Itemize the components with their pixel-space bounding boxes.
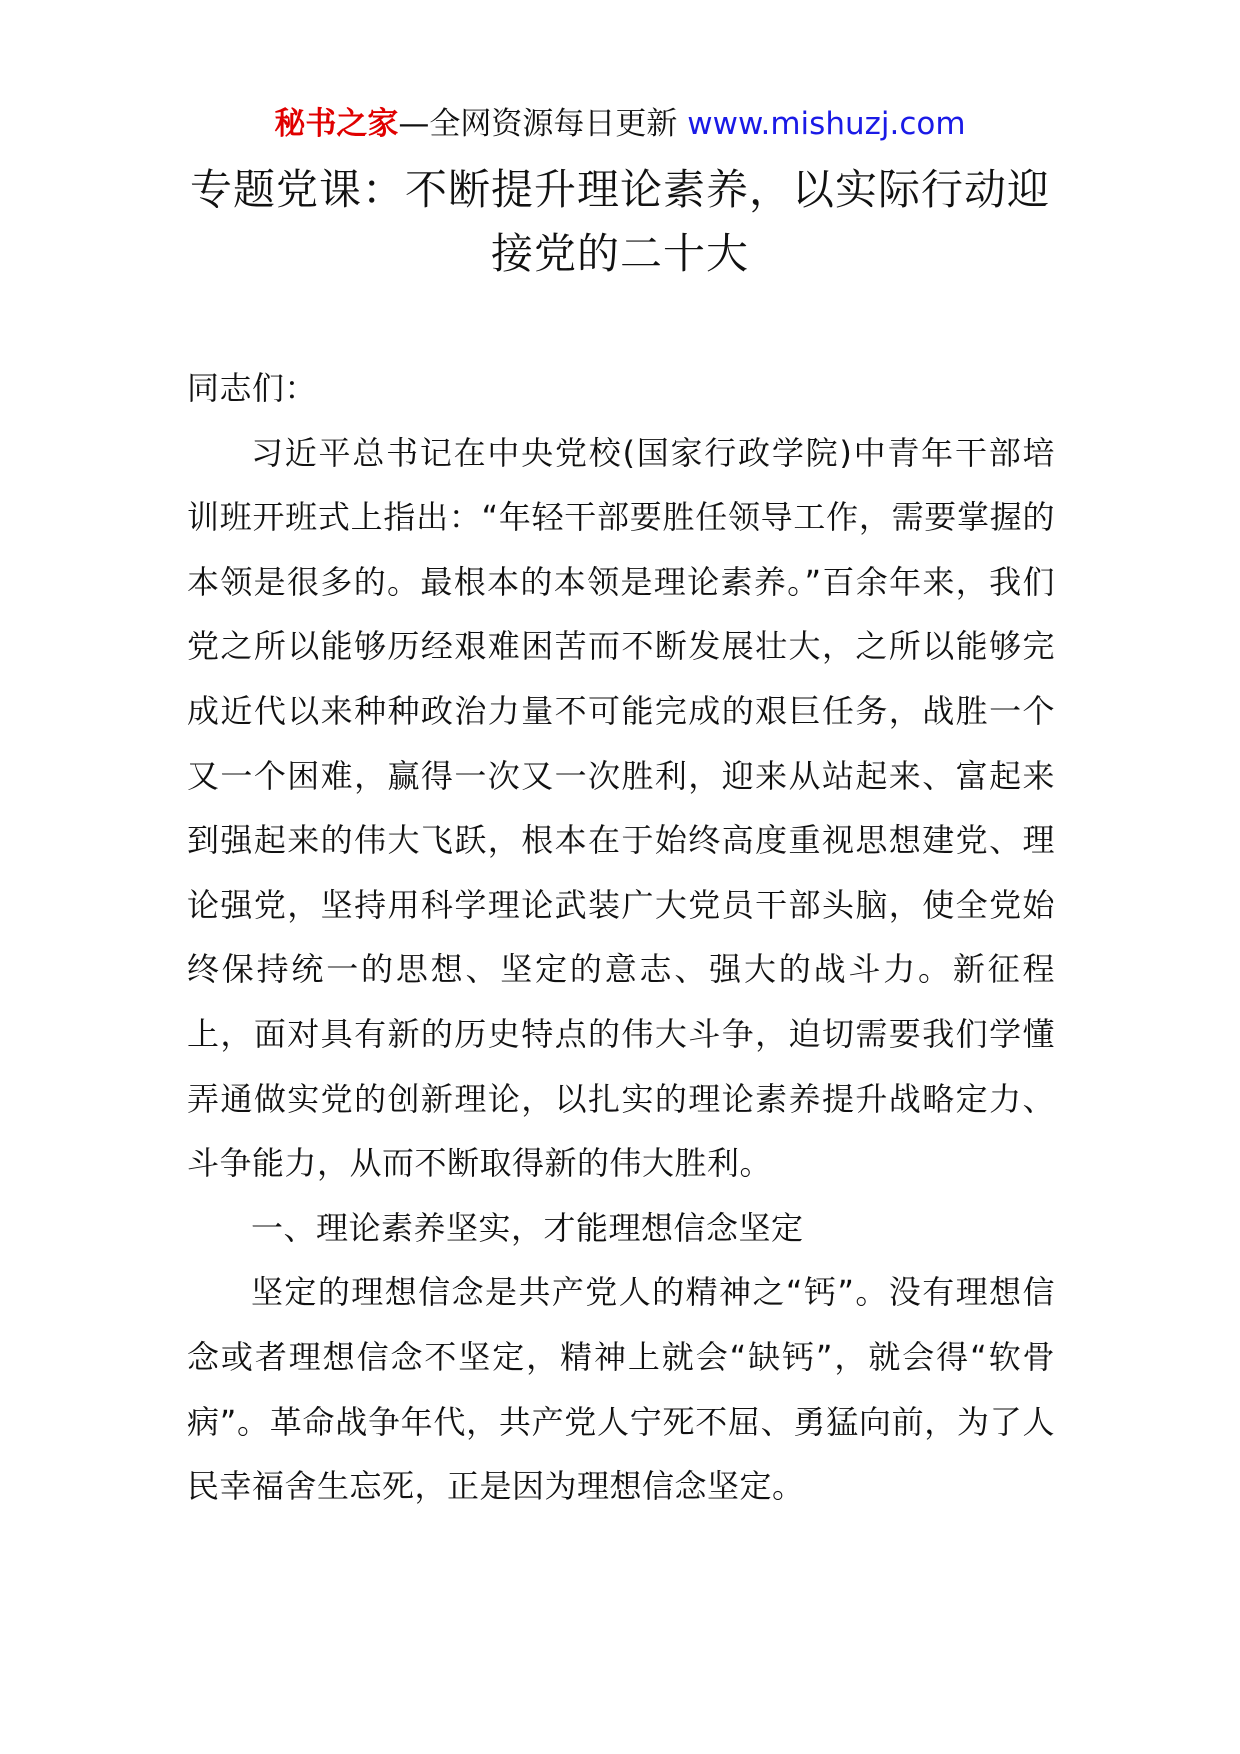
document-title: 专题党课：不断提升理论素养，以实际行动迎接党的二十大 [190,165,1051,278]
document-body [187,356,1055,1519]
section-heading: 一、理论素养坚实，才能理想信念坚定 [251,1208,804,1247]
site-header [0,100,1240,148]
paragraph: 坚定的理想信念是共产党人的精神之“钙”。没有理想信念或者理想信念不坚定，精神上就会“缺钙”，就会得“软骨病”。革命战争年代，共产党人宁死不屈、勇猛向前，为了人民幸福舍生忘死，正是因为理想信念坚定。 [187,1273,1055,1506]
site-url-link[interactable]: www.mishuzj.com [687,106,966,142]
paragraph: 习近平总书记在中央党校(国家行政学院)中青年干部培训班开班式上指出：“年轻干部要胜任领导工作，需要掌握的本领是很多的。最根本的本领是理论素养。”百余年来，我们党之所以能够历经艰难困苦而不断发展壮大，之所以能够完成近代以来种种政治力量不可能完成的艰巨任务，战胜一个又一个困难，赢得一次又一次胜利，迎来从站起来、富起来到强起来的伟大飞跃，根本在于始终高度重视思想建党、理论强党，坚持用科学理论武装广大党员干部头脑，使全党始终保持统一的思想、坚定的意志、强大的战斗力。新征程上，面对具有新的历史特点的伟大斗争，迫切需要我们学懂弄通做实党的创新理论，以扎实的理论素养提升战略定力、斗争能力，从而不断取得新的伟大胜利。 [187,433,1055,1183]
salutation: 同志们： [187,369,318,407]
site-brand: 秘书之家 [274,106,399,142]
site-tagline: —全网资源每日更新 [398,106,678,142]
